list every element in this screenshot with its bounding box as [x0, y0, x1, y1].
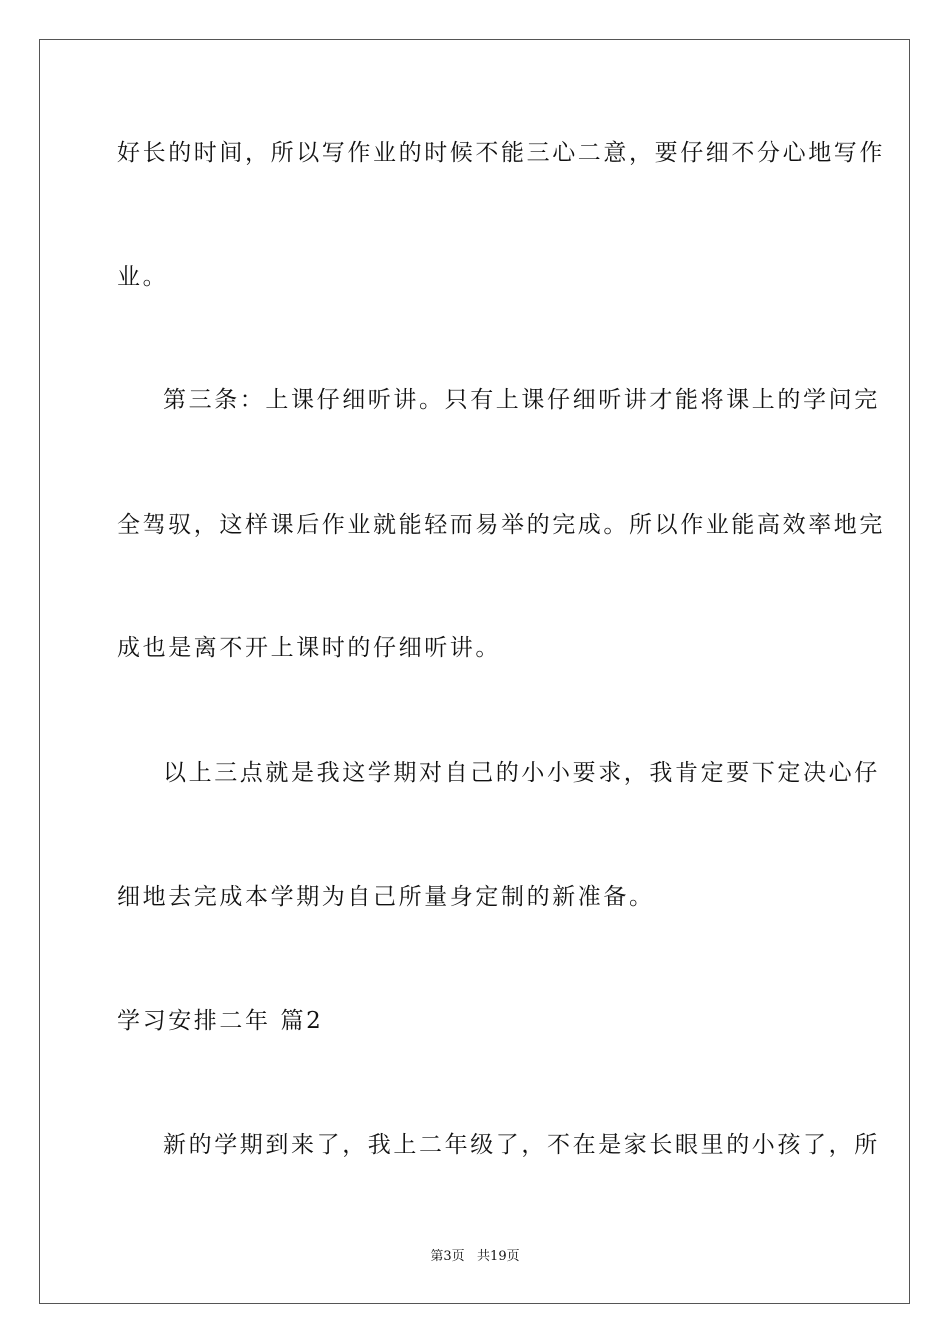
body-line: 成也是离不开上课时的仔细听讲。: [117, 635, 501, 661]
section-heading: 学习安排二年 篇2: [117, 1008, 324, 1034]
paragraph-start-line: 以上三点就是我这学期对自己的小小要求，我肯定要下定决心仔: [163, 760, 880, 786]
body-line: 业。: [117, 264, 169, 290]
paragraph-start-line: 第三条：上课仔细听讲。只有上课仔细听讲才能将课上的学问完: [163, 387, 880, 413]
page-number-footer: 第3页 共19页: [430, 1249, 520, 1264]
paragraph-start-line: 新的学期到来了，我上二年级了，不在是家长眼里的小孩了，所: [163, 1132, 880, 1158]
body-line: 细地去完成本学期为自己所量身定制的新准备。: [117, 884, 655, 910]
body-line: 全驾驭，这样课后作业就能轻而易举的完成。所以作业能高效率地完: [117, 512, 885, 538]
body-line: 好长的时间，所以写作业的时候不能三心二意，要仔细不分心地写作: [117, 140, 885, 166]
page-border: [39, 39, 910, 1304]
